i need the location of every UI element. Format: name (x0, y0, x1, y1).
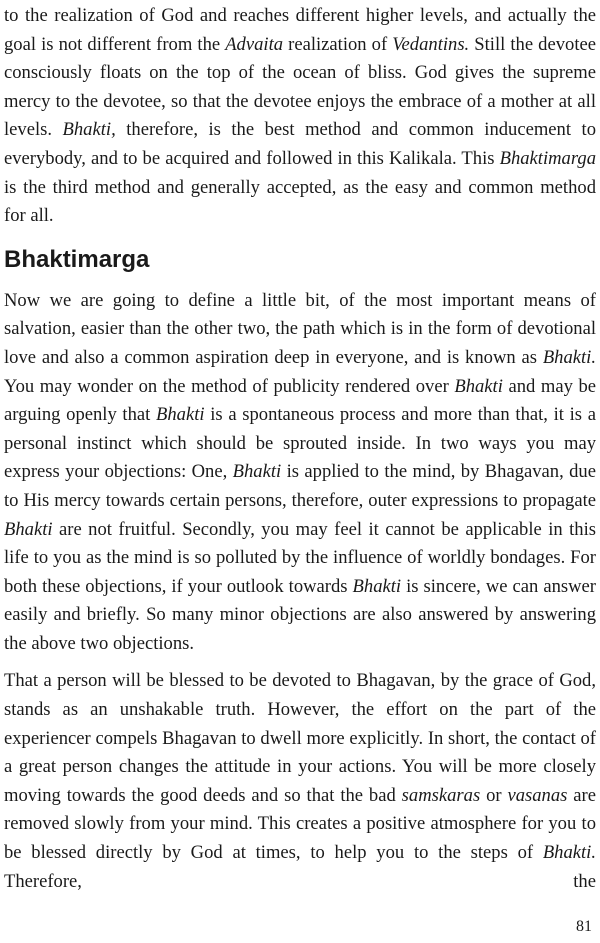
text-run: are removed slowly from your mind. This creates a positive atmosphere for you to be blessed directly by God at times, to help you to the steps of (4, 784, 596, 864)
italic-term: Bhakti (232, 461, 282, 483)
text-run: is applied to the mind, by Bhagavan, due to His mercy towards certain persons, therefore, outer expressions to propagate (4, 461, 596, 511)
text-run: Now we are going to define a little bit, of the most important means of salvation, easier than the other two, the path which is in the form of devotional love and also a common aspiration deep in everyone, and is known as (4, 289, 596, 368)
italic-term: Bhakti (156, 404, 205, 426)
text-run: or (480, 784, 508, 806)
text-run: You may wonder on the method of publicity rendered over (4, 375, 455, 397)
paragraph-blessing (4, 667, 596, 896)
italic-term: Bhakti (4, 518, 53, 540)
section-heading: Bhaktimarga (4, 245, 150, 273)
italic-term: Bhakti (454, 375, 503, 397)
text-run: are not fruitful. Secondly, you may feel it cannot be applicable in this life to you as the mind is so polluted by the influence of worldly bondages. For both these objections, if your outlook towards (4, 518, 596, 597)
page-number: 81 (576, 918, 592, 935)
italic-term: Bhakti, (62, 119, 116, 141)
text-run: is the third method and generally accepted, as the easy and common method for all. (4, 176, 596, 227)
italic-term: Bhakti. (542, 346, 596, 368)
text-run: therefore, is the best method and common inducement to everybody, and to be acquired and followed in this Kalikala. This (4, 119, 596, 169)
italic-term: Vedantins. (392, 33, 470, 55)
text-run: is sincere, we can answer easily and briefly. So many minor objections are also answered by answering the above two objections. (4, 575, 596, 654)
italic-term: Bhakti. (542, 842, 596, 864)
italic-term: Bhakti (352, 575, 402, 597)
text-run: realization of (283, 33, 393, 55)
italic-term: samskaras (401, 784, 481, 806)
text-run: Still the devotee consciously floats on the top of the ocean of bliss. God gives the supreme mercy to the devotee, so that the devotee enjoys the embrace of a mother at all levels. (4, 33, 596, 141)
text-run: to the realization of God and reaches different higher levels, and actually the goal is not different from the (4, 5, 596, 55)
text-run: and may be arguing openly that (4, 375, 596, 426)
italic-term: Bhaktimarga (499, 147, 596, 169)
italic-term: vasanas (507, 784, 568, 806)
italic-term: Advaita (225, 33, 284, 55)
text-run: That a person will be blessed to be devoted to Bhagavan, by the grace of God, stands as an unshakable truth. However, the effort on the part of the experiencer compels Bhagavan to dwell more explicitly. In short, the contact of a great person changes the attitude in your actions. You will be more closely moving towards the good deeds and so that the bad (4, 670, 596, 806)
text-run: is a spontaneous process and more than that, it is a personal instinct which should be sprouted inside. In two ways you may express your objections: One, (4, 404, 596, 483)
paragraph-bhakti-definition (4, 287, 596, 659)
text-run: Therefore, the (4, 870, 596, 892)
paragraph-intro (4, 2, 596, 231)
